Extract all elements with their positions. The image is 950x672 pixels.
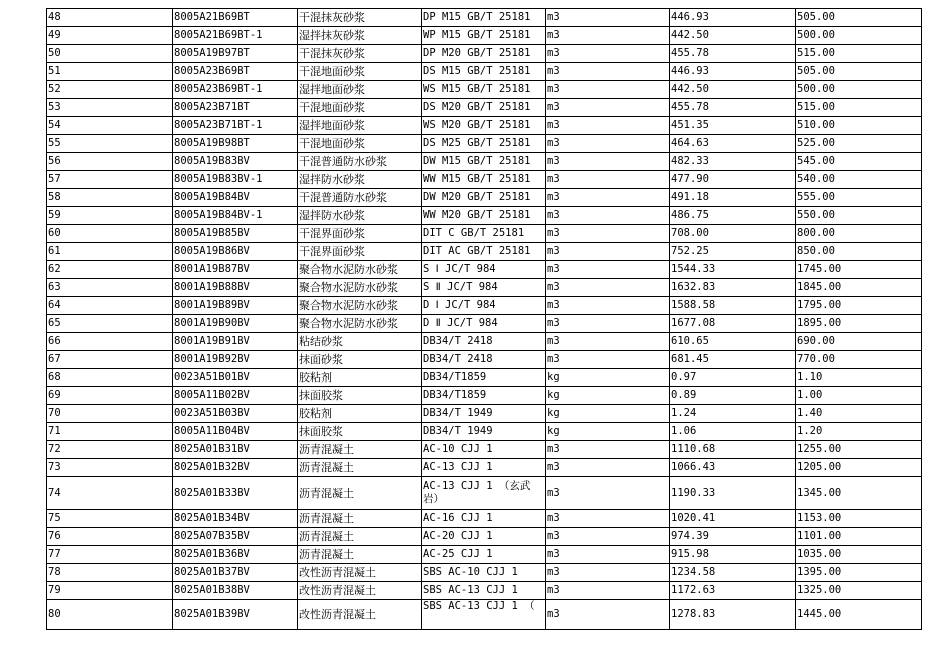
- material-code-cell: 0023A51B03BV: [173, 405, 298, 423]
- specification-cell: D Ⅰ JC/T 984: [422, 297, 546, 315]
- price-incl-tax-cell: 510.00: [796, 117, 922, 135]
- material-code-cell: 0023A51B01BV: [173, 369, 298, 387]
- material-name-cell: 沥青混凝土: [298, 459, 422, 477]
- price-excl-tax-cell: 442.50: [670, 81, 796, 99]
- row-number-cell: 52: [47, 81, 173, 99]
- specification-cell: DB34/T1859: [422, 369, 546, 387]
- price-incl-tax-cell: 1.10: [796, 369, 922, 387]
- unit-cell: m3: [546, 99, 670, 117]
- price-excl-tax-cell: 0.97: [670, 369, 796, 387]
- row-number-cell: 51: [47, 63, 173, 81]
- price-incl-tax-cell: 500.00: [796, 27, 922, 45]
- price-incl-tax-cell: 690.00: [796, 333, 922, 351]
- table-row: [47, 423, 922, 441]
- price-incl-tax-cell: 555.00: [796, 189, 922, 207]
- material-code-cell: 8001A19B91BV: [173, 333, 298, 351]
- price-incl-tax-cell: 1745.00: [796, 261, 922, 279]
- price-incl-tax-cell: 1795.00: [796, 297, 922, 315]
- unit-cell: m3: [546, 564, 670, 582]
- price-incl-tax-cell: 505.00: [796, 9, 922, 27]
- price-incl-tax-cell: 505.00: [796, 63, 922, 81]
- unit-cell: m3: [546, 27, 670, 45]
- row-number-cell: 49: [47, 27, 173, 45]
- row-number-cell: 66: [47, 333, 173, 351]
- price-excl-tax-cell: 446.93: [670, 63, 796, 81]
- specification-cell: AC-16 CJJ 1: [422, 510, 546, 528]
- price-incl-tax-cell: 545.00: [796, 153, 922, 171]
- price-excl-tax-cell: 752.25: [670, 243, 796, 261]
- material-code-cell: 8005A19B86BV: [173, 243, 298, 261]
- specification-cell: DW M15 GB/T 25181: [422, 153, 546, 171]
- table-row: [47, 477, 922, 510]
- price-incl-tax-cell: 515.00: [796, 45, 922, 63]
- specification-cell: DP M20 GB/T 25181: [422, 45, 546, 63]
- unit-cell: m3: [546, 207, 670, 225]
- unit-cell: m3: [546, 153, 670, 171]
- price-incl-tax-cell: 540.00: [796, 171, 922, 189]
- specification-cell: WW M20 GB/T 25181: [422, 207, 546, 225]
- price-incl-tax-cell: 1.40: [796, 405, 922, 423]
- material-name-cell: 抹面胶浆: [298, 387, 422, 405]
- row-number-cell: 73: [47, 459, 173, 477]
- unit-cell: m3: [546, 171, 670, 189]
- unit-cell: m3: [546, 459, 670, 477]
- price-excl-tax-cell: 915.98: [670, 546, 796, 564]
- row-number-cell: 58: [47, 189, 173, 207]
- price-incl-tax-cell: 1101.00: [796, 528, 922, 546]
- table-row: [47, 189, 922, 207]
- material-code-cell: 8005A19B83BV-1: [173, 171, 298, 189]
- price-excl-tax-cell: 455.78: [670, 99, 796, 117]
- material-code-cell: 8001A19B89BV: [173, 297, 298, 315]
- specification-cell: WS M20 GB/T 25181: [422, 117, 546, 135]
- specification-cell: DB34/T1859: [422, 387, 546, 405]
- price-excl-tax-cell: 491.18: [670, 189, 796, 207]
- material-name-cell: 胶粘剂: [298, 369, 422, 387]
- price-incl-tax-cell: 1255.00: [796, 441, 922, 459]
- unit-cell: m3: [546, 315, 670, 333]
- specification-cell: SBS AC-13 CJJ 1: [422, 582, 546, 600]
- price-incl-tax-cell: 1205.00: [796, 459, 922, 477]
- specification-cell: WP M15 GB/T 25181: [422, 27, 546, 45]
- row-number-cell: 79: [47, 582, 173, 600]
- row-number-cell: 76: [47, 528, 173, 546]
- specification-cell: WS M15 GB/T 25181: [422, 81, 546, 99]
- price-excl-tax-cell: 477.90: [670, 171, 796, 189]
- specification-cell: SBS AC-13 CJJ 1 （: [422, 600, 546, 630]
- unit-cell: kg: [546, 387, 670, 405]
- price-incl-tax-cell: 1445.00: [796, 600, 922, 630]
- table-row: [47, 564, 922, 582]
- price-excl-tax-cell: 1632.83: [670, 279, 796, 297]
- material-code-cell: 8005A19B84BV: [173, 189, 298, 207]
- material-name-cell: 沥青混凝土: [298, 477, 422, 510]
- table-row: [47, 117, 922, 135]
- price-excl-tax-cell: 1588.58: [670, 297, 796, 315]
- specification-cell: DIT C GB/T 25181: [422, 225, 546, 243]
- table-row: [47, 225, 922, 243]
- price-excl-tax-cell: 1234.58: [670, 564, 796, 582]
- unit-cell: m3: [546, 279, 670, 297]
- specification-cell: AC-10 CJJ 1: [422, 441, 546, 459]
- price-incl-tax-cell: 1035.00: [796, 546, 922, 564]
- unit-cell: m3: [546, 45, 670, 63]
- unit-cell: m3: [546, 582, 670, 600]
- price-excl-tax-cell: 482.33: [670, 153, 796, 171]
- table-row: [47, 63, 922, 81]
- material-name-cell: 干混地面砂浆: [298, 135, 422, 153]
- price-excl-tax-cell: 610.65: [670, 333, 796, 351]
- material-code-cell: 8005A23B69BT: [173, 63, 298, 81]
- table-row: [47, 510, 922, 528]
- price-excl-tax-cell: 455.78: [670, 45, 796, 63]
- table-row: [47, 351, 922, 369]
- price-excl-tax-cell: 1278.83: [670, 600, 796, 630]
- material-name-cell: 改性沥青混凝土: [298, 564, 422, 582]
- table-row: [47, 528, 922, 546]
- material-name-cell: 湿拌地面砂浆: [298, 81, 422, 99]
- material-name-cell: 聚合物水泥防水砂浆: [298, 297, 422, 315]
- price-excl-tax-cell: 1.06: [670, 423, 796, 441]
- price-excl-tax-cell: 464.63: [670, 135, 796, 153]
- price-incl-tax-cell: 1845.00: [796, 279, 922, 297]
- specification-cell: DW M20 GB/T 25181: [422, 189, 546, 207]
- unit-cell: m3: [546, 261, 670, 279]
- specification-cell: DP M15 GB/T 25181: [422, 9, 546, 27]
- table-body: [47, 9, 922, 630]
- material-code-cell: 8025A01B34BV: [173, 510, 298, 528]
- price-incl-tax-cell: 1345.00: [796, 477, 922, 510]
- price-excl-tax-cell: 486.75: [670, 207, 796, 225]
- material-name-cell: 干混地面砂浆: [298, 63, 422, 81]
- price-incl-tax-cell: 850.00: [796, 243, 922, 261]
- specification-cell: D Ⅱ JC/T 984: [422, 315, 546, 333]
- price-excl-tax-cell: 974.39: [670, 528, 796, 546]
- specification-cell: DS M15 GB/T 25181: [422, 63, 546, 81]
- row-number-cell: 77: [47, 546, 173, 564]
- row-number-cell: 56: [47, 153, 173, 171]
- price-excl-tax-cell: 442.50: [670, 27, 796, 45]
- table-row: [47, 81, 922, 99]
- price-excl-tax-cell: 708.00: [670, 225, 796, 243]
- material-code-cell: 8005A23B71BT: [173, 99, 298, 117]
- price-incl-tax-cell: 1.00: [796, 387, 922, 405]
- row-number-cell: 61: [47, 243, 173, 261]
- price-incl-tax-cell: 1895.00: [796, 315, 922, 333]
- table-row: [47, 279, 922, 297]
- material-code-cell: 8005A19B85BV: [173, 225, 298, 243]
- unit-cell: m3: [546, 297, 670, 315]
- price-excl-tax-cell: 1172.63: [670, 582, 796, 600]
- material-name-cell: 抹面砂浆: [298, 351, 422, 369]
- unit-cell: m3: [546, 63, 670, 81]
- table-row: [47, 333, 922, 351]
- price-excl-tax-cell: 446.93: [670, 9, 796, 27]
- unit-cell: m3: [546, 243, 670, 261]
- specification-cell: DS M25 GB/T 25181: [422, 135, 546, 153]
- table-row: [47, 27, 922, 45]
- specification-cell: DIT AC GB/T 25181: [422, 243, 546, 261]
- row-number-cell: 55: [47, 135, 173, 153]
- material-name-cell: 改性沥青混凝土: [298, 600, 422, 630]
- material-name-cell: 干混界面砂浆: [298, 243, 422, 261]
- material-code-cell: 8005A21B69BT-1: [173, 27, 298, 45]
- table-row: [47, 135, 922, 153]
- table-row: [47, 45, 922, 63]
- unit-cell: m3: [546, 225, 670, 243]
- specification-cell: DS M20 GB/T 25181: [422, 99, 546, 117]
- unit-cell: m3: [546, 189, 670, 207]
- unit-cell: kg: [546, 405, 670, 423]
- material-name-cell: 干混抹灰砂浆: [298, 9, 422, 27]
- row-number-cell: 59: [47, 207, 173, 225]
- specification-cell: WW M15 GB/T 25181: [422, 171, 546, 189]
- price-excl-tax-cell: 1544.33: [670, 261, 796, 279]
- material-code-cell: 8005A23B71BT-1: [173, 117, 298, 135]
- material-code-cell: 8001A19B88BV: [173, 279, 298, 297]
- price-incl-tax-cell: 1325.00: [796, 582, 922, 600]
- price-incl-tax-cell: 800.00: [796, 225, 922, 243]
- specification-cell: DB34/T 2418: [422, 333, 546, 351]
- material-name-cell: 干混界面砂浆: [298, 225, 422, 243]
- price-excl-tax-cell: 681.45: [670, 351, 796, 369]
- table-row: [47, 387, 922, 405]
- table-row: [47, 315, 922, 333]
- material-code-cell: 8001A19B92BV: [173, 351, 298, 369]
- material-name-cell: 湿拌抹灰砂浆: [298, 27, 422, 45]
- unit-cell: kg: [546, 423, 670, 441]
- table-row: [47, 207, 922, 225]
- row-number-cell: 71: [47, 423, 173, 441]
- material-code-cell: 8005A19B83BV: [173, 153, 298, 171]
- material-code-cell: 8005A19B84BV-1: [173, 207, 298, 225]
- specification-cell: S Ⅰ JC/T 984: [422, 261, 546, 279]
- unit-cell: m3: [546, 351, 670, 369]
- specification-cell: AC-13 CJJ 1 （玄武岩）: [422, 477, 546, 510]
- price-table: [46, 8, 922, 630]
- row-number-cell: 68: [47, 369, 173, 387]
- material-name-cell: 胶粘剂: [298, 405, 422, 423]
- material-code-cell: 8025A01B32BV: [173, 459, 298, 477]
- unit-cell: m3: [546, 135, 670, 153]
- unit-cell: m3: [546, 600, 670, 630]
- specification-cell: AC-13 CJJ 1: [422, 459, 546, 477]
- row-number-cell: 65: [47, 315, 173, 333]
- table-row: [47, 441, 922, 459]
- table-row: [47, 297, 922, 315]
- row-number-cell: 67: [47, 351, 173, 369]
- row-number-cell: 69: [47, 387, 173, 405]
- row-number-cell: 54: [47, 117, 173, 135]
- price-excl-tax-cell: 451.35: [670, 117, 796, 135]
- specification-cell: AC-25 CJJ 1: [422, 546, 546, 564]
- table-row: [47, 600, 922, 630]
- table-row: [47, 9, 922, 27]
- row-number-cell: 53: [47, 99, 173, 117]
- material-code-cell: 8025A01B31BV: [173, 441, 298, 459]
- price-incl-tax-cell: 1395.00: [796, 564, 922, 582]
- table-row: [47, 369, 922, 387]
- table-row: [47, 582, 922, 600]
- material-name-cell: 干混普通防水砂浆: [298, 189, 422, 207]
- material-name-cell: 改性沥青混凝土: [298, 582, 422, 600]
- material-name-cell: 干混抹灰砂浆: [298, 45, 422, 63]
- material-name-cell: 湿拌防水砂浆: [298, 207, 422, 225]
- price-incl-tax-cell: 1.20: [796, 423, 922, 441]
- table-row: [47, 459, 922, 477]
- material-name-cell: 抹面胶浆: [298, 423, 422, 441]
- unit-cell: m3: [546, 528, 670, 546]
- material-code-cell: 8025A01B33BV: [173, 477, 298, 510]
- unit-cell: m3: [546, 81, 670, 99]
- material-code-cell: 8005A19B97BT: [173, 45, 298, 63]
- specification-cell: S Ⅱ JC/T 984: [422, 279, 546, 297]
- row-number-cell: 50: [47, 45, 173, 63]
- unit-cell: m3: [546, 117, 670, 135]
- table-row: [47, 405, 922, 423]
- table-row: [47, 546, 922, 564]
- table-row: [47, 153, 922, 171]
- table-row: [47, 171, 922, 189]
- row-number-cell: 72: [47, 441, 173, 459]
- material-code-cell: 8025A01B38BV: [173, 582, 298, 600]
- price-excl-tax-cell: 1020.41: [670, 510, 796, 528]
- specification-cell: DB34/T 1949: [422, 405, 546, 423]
- material-code-cell: 8025A01B39BV: [173, 600, 298, 630]
- material-name-cell: 干混普通防水砂浆: [298, 153, 422, 171]
- table-row: [47, 261, 922, 279]
- row-number-cell: 48: [47, 9, 173, 27]
- row-number-cell: 62: [47, 261, 173, 279]
- unit-cell: m3: [546, 546, 670, 564]
- material-code-cell: 8005A19B98BT: [173, 135, 298, 153]
- row-number-cell: 75: [47, 510, 173, 528]
- row-number-cell: 74: [47, 477, 173, 510]
- material-name-cell: 沥青混凝土: [298, 441, 422, 459]
- price-excl-tax-cell: 1.24: [670, 405, 796, 423]
- row-number-cell: 60: [47, 225, 173, 243]
- material-code-cell: 8025A07B35BV: [173, 528, 298, 546]
- material-name-cell: 沥青混凝土: [298, 546, 422, 564]
- unit-cell: m3: [546, 9, 670, 27]
- price-incl-tax-cell: 500.00: [796, 81, 922, 99]
- price-incl-tax-cell: 515.00: [796, 99, 922, 117]
- unit-cell: m3: [546, 441, 670, 459]
- specification-cell: DB34/T 2418: [422, 351, 546, 369]
- price-excl-tax-cell: 0.89: [670, 387, 796, 405]
- material-code-cell: 8005A11B02BV: [173, 387, 298, 405]
- material-name-cell: 聚合物水泥防水砂浆: [298, 315, 422, 333]
- unit-cell: m3: [546, 333, 670, 351]
- material-code-cell: 8005A23B69BT-1: [173, 81, 298, 99]
- row-number-cell: 64: [47, 297, 173, 315]
- material-name-cell: 聚合物水泥防水砂浆: [298, 261, 422, 279]
- material-code-cell: 8005A11B04BV: [173, 423, 298, 441]
- material-name-cell: 干混地面砂浆: [298, 99, 422, 117]
- material-name-cell: 湿拌地面砂浆: [298, 117, 422, 135]
- row-number-cell: 57: [47, 171, 173, 189]
- material-name-cell: 聚合物水泥防水砂浆: [298, 279, 422, 297]
- price-incl-tax-cell: 550.00: [796, 207, 922, 225]
- row-number-cell: 70: [47, 405, 173, 423]
- material-code-cell: 8025A01B36BV: [173, 546, 298, 564]
- table-row: [47, 99, 922, 117]
- specification-cell: SBS AC-10 CJJ 1: [422, 564, 546, 582]
- material-code-cell: 8005A21B69BT: [173, 9, 298, 27]
- price-incl-tax-cell: 770.00: [796, 351, 922, 369]
- table-row: [47, 243, 922, 261]
- price-incl-tax-cell: 1153.00: [796, 510, 922, 528]
- price-excl-tax-cell: 1110.68: [670, 441, 796, 459]
- material-name-cell: 粘结砂浆: [298, 333, 422, 351]
- unit-cell: kg: [546, 369, 670, 387]
- material-name-cell: 湿拌防水砂浆: [298, 171, 422, 189]
- row-number-cell: 63: [47, 279, 173, 297]
- material-code-cell: 8001A19B90BV: [173, 315, 298, 333]
- price-excl-tax-cell: 1066.43: [670, 459, 796, 477]
- material-name-cell: 沥青混凝土: [298, 510, 422, 528]
- price-excl-tax-cell: 1677.08: [670, 315, 796, 333]
- unit-cell: m3: [546, 510, 670, 528]
- row-number-cell: 80: [47, 600, 173, 630]
- price-incl-tax-cell: 525.00: [796, 135, 922, 153]
- material-name-cell: 沥青混凝土: [298, 528, 422, 546]
- specification-cell: DB34/T 1949: [422, 423, 546, 441]
- row-number-cell: 78: [47, 564, 173, 582]
- unit-cell: m3: [546, 477, 670, 510]
- specification-cell: AC-20 CJJ 1: [422, 528, 546, 546]
- material-code-cell: 8001A19B87BV: [173, 261, 298, 279]
- material-code-cell: 8025A01B37BV: [173, 564, 298, 582]
- price-excl-tax-cell: 1190.33: [670, 477, 796, 510]
